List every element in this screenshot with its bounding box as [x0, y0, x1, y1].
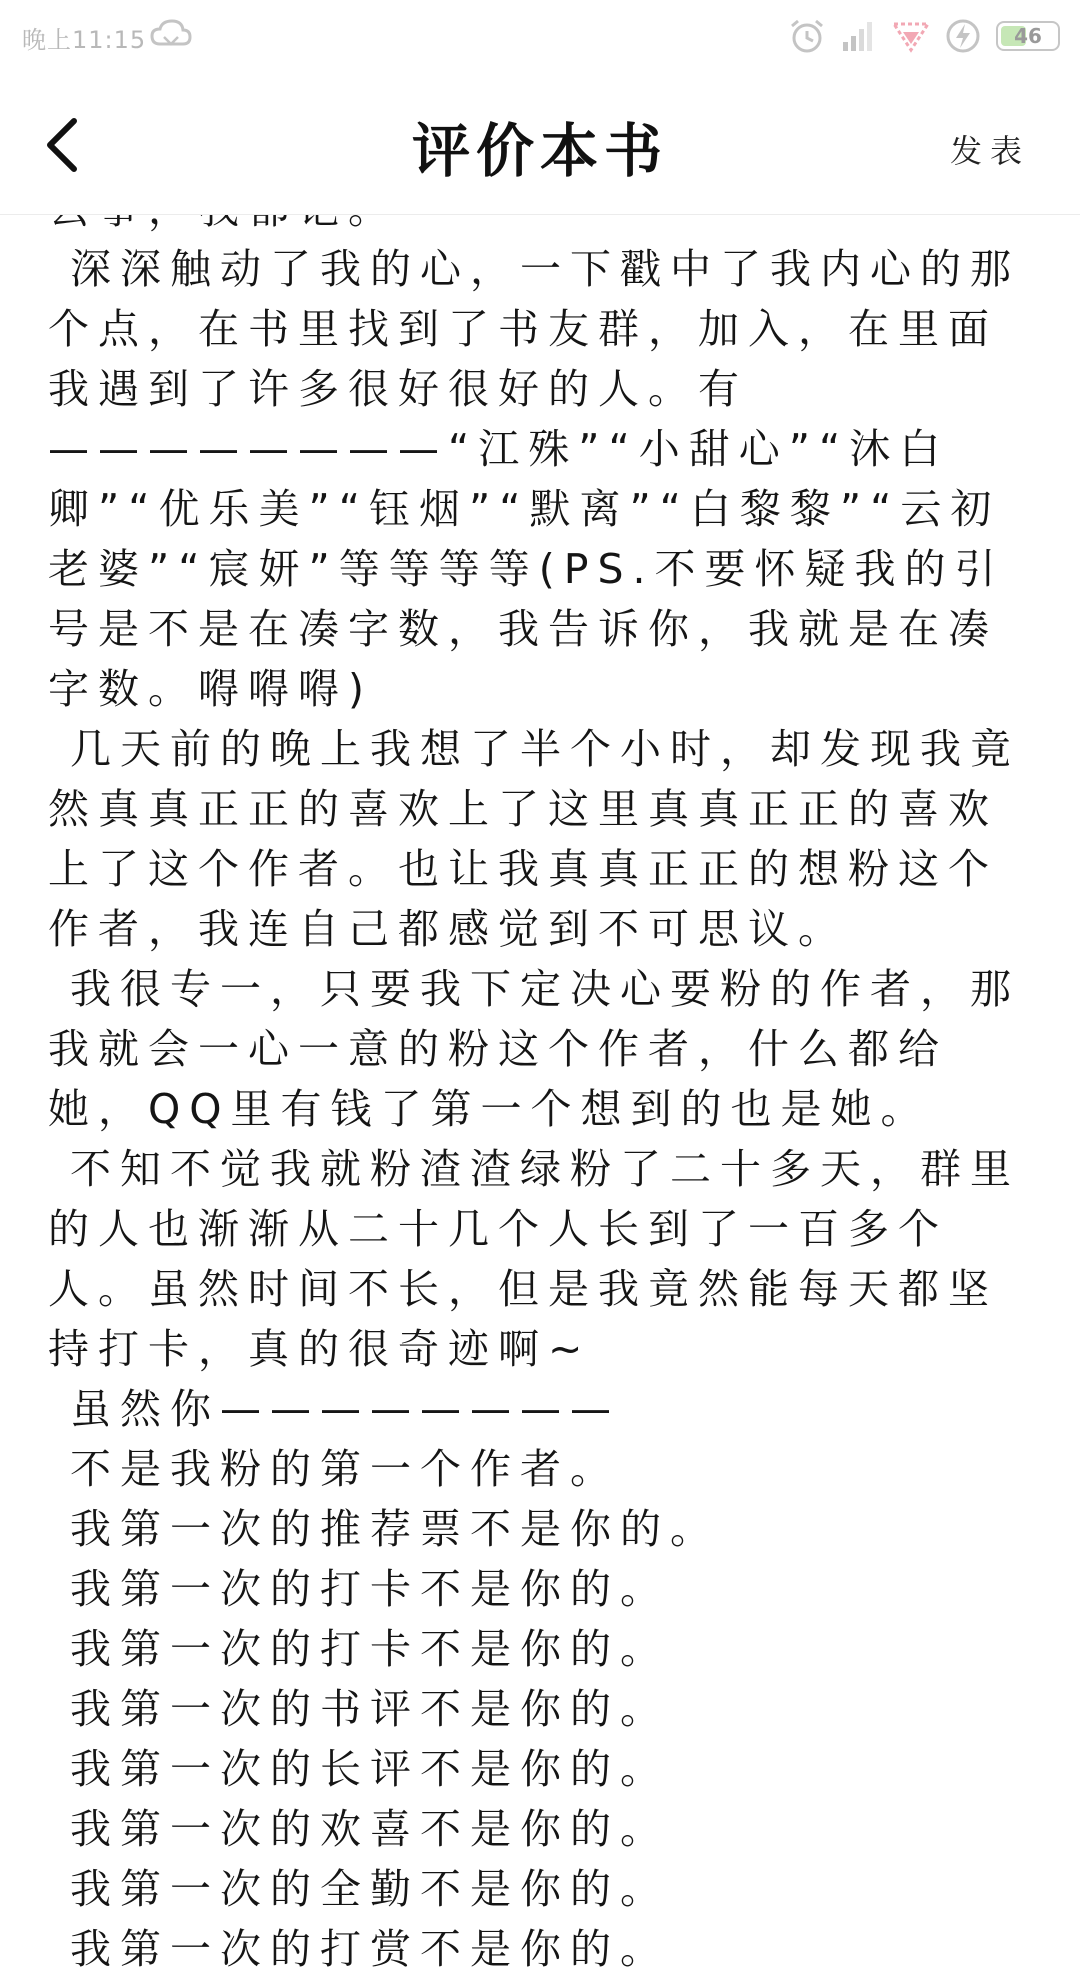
status-bar	[0, 0, 1080, 74]
status-time: 晚上11:15	[22, 26, 147, 54]
battery-level: 46	[1014, 24, 1042, 48]
status-icons	[788, 16, 1060, 56]
top-app-bar	[0, 74, 1080, 215]
battery-icon	[996, 21, 1060, 51]
lightning-icon	[944, 18, 982, 54]
review-text[interactable]: 深深触动了我的心，一下戳中了我内心的那个点，在书里找到了书友群，加入，在里面我遇到了许多很好很好的人。有————————“江殊”“小甜心”“沐白卿”“优乐美”“钰烟”“默离”“白黎黎”“云初老婆”“宸妍”等等等等(PS.不要怀疑我的引号是不是在凑字数，我告诉你，我就是在凑字数。嘚嘚嘚) 几天前的晚上我想了半个小时，却发现我竟然真真正正的喜欢上了这里真真正正的喜欢上了这个作者。也让我真真正正的想粉这个作者，我连自己都感觉到不可思议。 我很专一，只要我下定决心要粉的作者，那我就会一心一意的粉这个作者，什么都给她，QQ里有钱了第一个想到的也是她。 不知不觉我就粉渣渣绿粉了二十多天，群里的人也渐渐从二十几个人长到了一百多个人。虽然时间不长，但是我竟然能每天都坚持打卡，真的很奇迹啊~ 虽然你———————— 不是我粉的第一个作者。 我第一次的推荐票不是你的。 我第一次的打卡不是你的。 我第一次的打卡不是你的。 我第一次的书评不是你的。 我第一次的长评不是你的。 我第一次的欢喜不是你的。 我第一次的全勤不是你的。 我第一次的打赏不是你的。	[48, 245, 1021, 1973]
publish-button[interactable]: 发表	[949, 132, 1030, 170]
cloud-icon	[150, 18, 192, 48]
review-editor[interactable]	[0, 214, 1080, 1973]
signal-bars-icon	[840, 18, 878, 54]
alarm-clock-icon	[788, 18, 826, 54]
page-title: 评价本书	[411, 117, 668, 185]
wifi-icon	[892, 18, 930, 54]
